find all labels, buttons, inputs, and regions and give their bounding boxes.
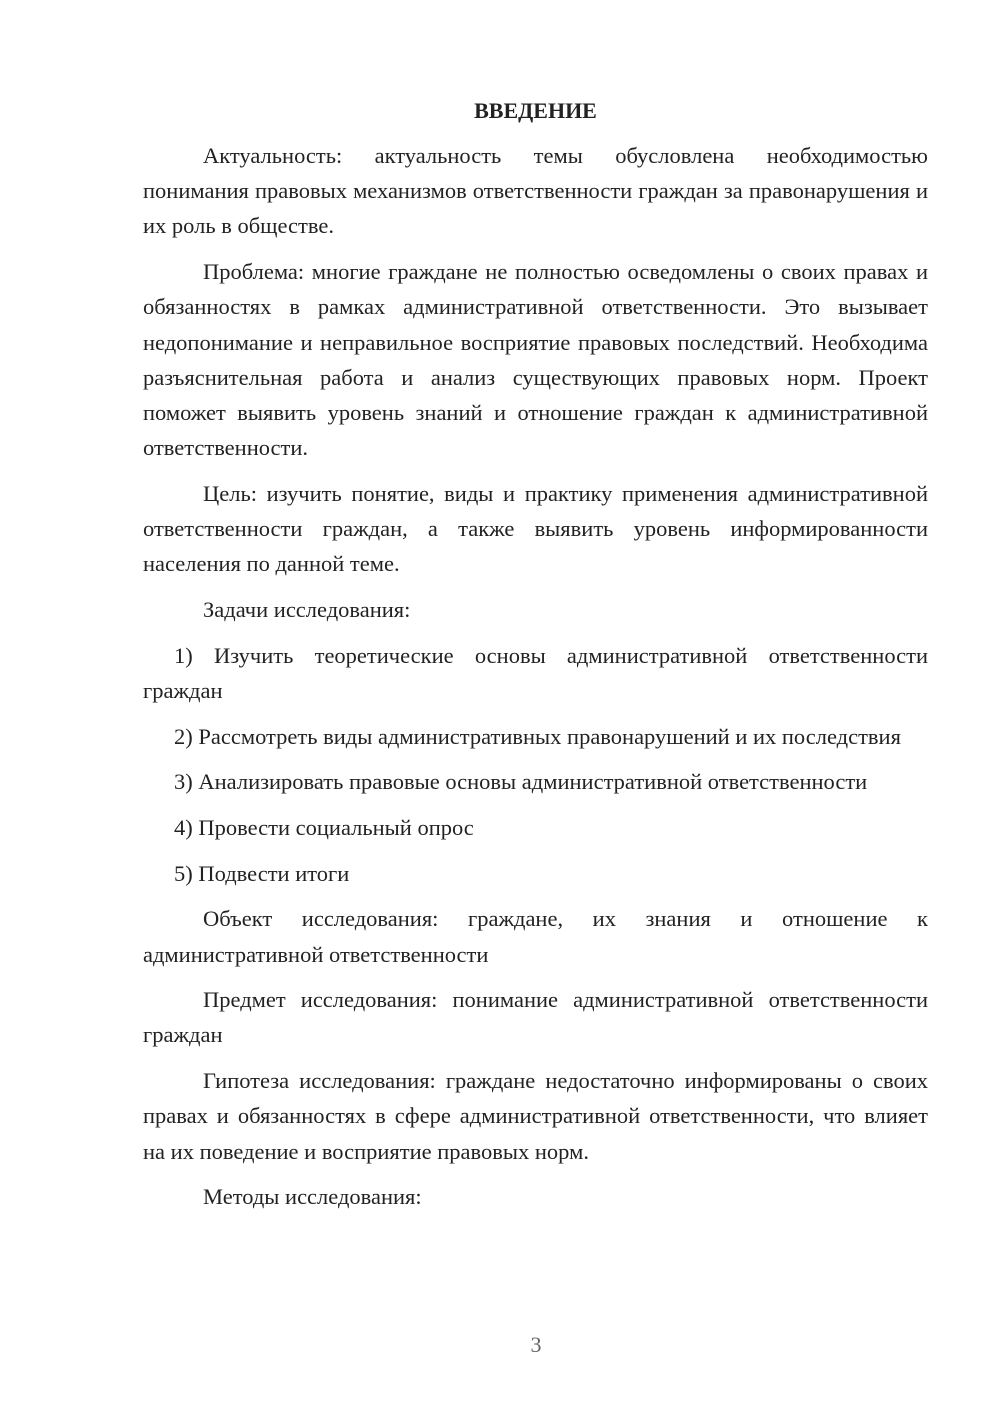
task-item-5: 5) Подвести итоги: [174, 860, 350, 886]
paragraph-goal: Цель: изучить понятие, виды и практику применения административной ответственности граждан, а также выявить уровень информированности населения по данной теме.: [143, 480, 928, 577]
paragraph-methods: Методы исследования:: [203, 1184, 422, 1210]
paragraph-problem: Проблема: многие граждане не полностью осведомлены о своих правах и обязанностях в рамках административной ответственности. Это вызывает недопонимание и неправильное восприятие правовых последствий. Необходима разъяснительная работа и анализ существующих правовых норм. Проект поможет выявить уровень знаний и отношение граждан к административной ответственности.: [143, 259, 928, 461]
paragraph-subject: Предмет исследования: понимание административной ответственности граждан: [143, 987, 928, 1048]
paragraph-object: Объект исследования: граждане, их знания и отношение к административной ответственности: [143, 906, 928, 967]
paragraph-tasks-heading: Задачи исследования:: [203, 596, 411, 622]
paragraph-relevance: Актуальность: актуальность темы обусловлена необходимостью понимания правовых механизмов ответственности граждан за правонарушения и их роль в обществе.: [143, 143, 928, 239]
task-item-3: 3) Анализировать правовые основы административной ответственности: [174, 769, 868, 795]
page-title: ВВЕДЕНИЕ: [474, 98, 597, 123]
task-item-2: 2) Рассмотреть виды административных правонарушений и их последствия: [174, 723, 901, 749]
paragraph-hypothesis: Гипотеза исследования: граждане недостаточно информированы о своих правах и обязанностях в сфере административной ответственности, что влияет на их поведение и восприятие правовых норм.: [143, 1068, 928, 1164]
page-body: [143, 94, 928, 1225]
task-item-1: 1) Изучить теоретические основы административной ответственности граждан: [143, 642, 928, 703]
task-item-4: 4) Провести социальный опрос: [174, 814, 474, 840]
page-number: 3: [530, 1332, 542, 1357]
